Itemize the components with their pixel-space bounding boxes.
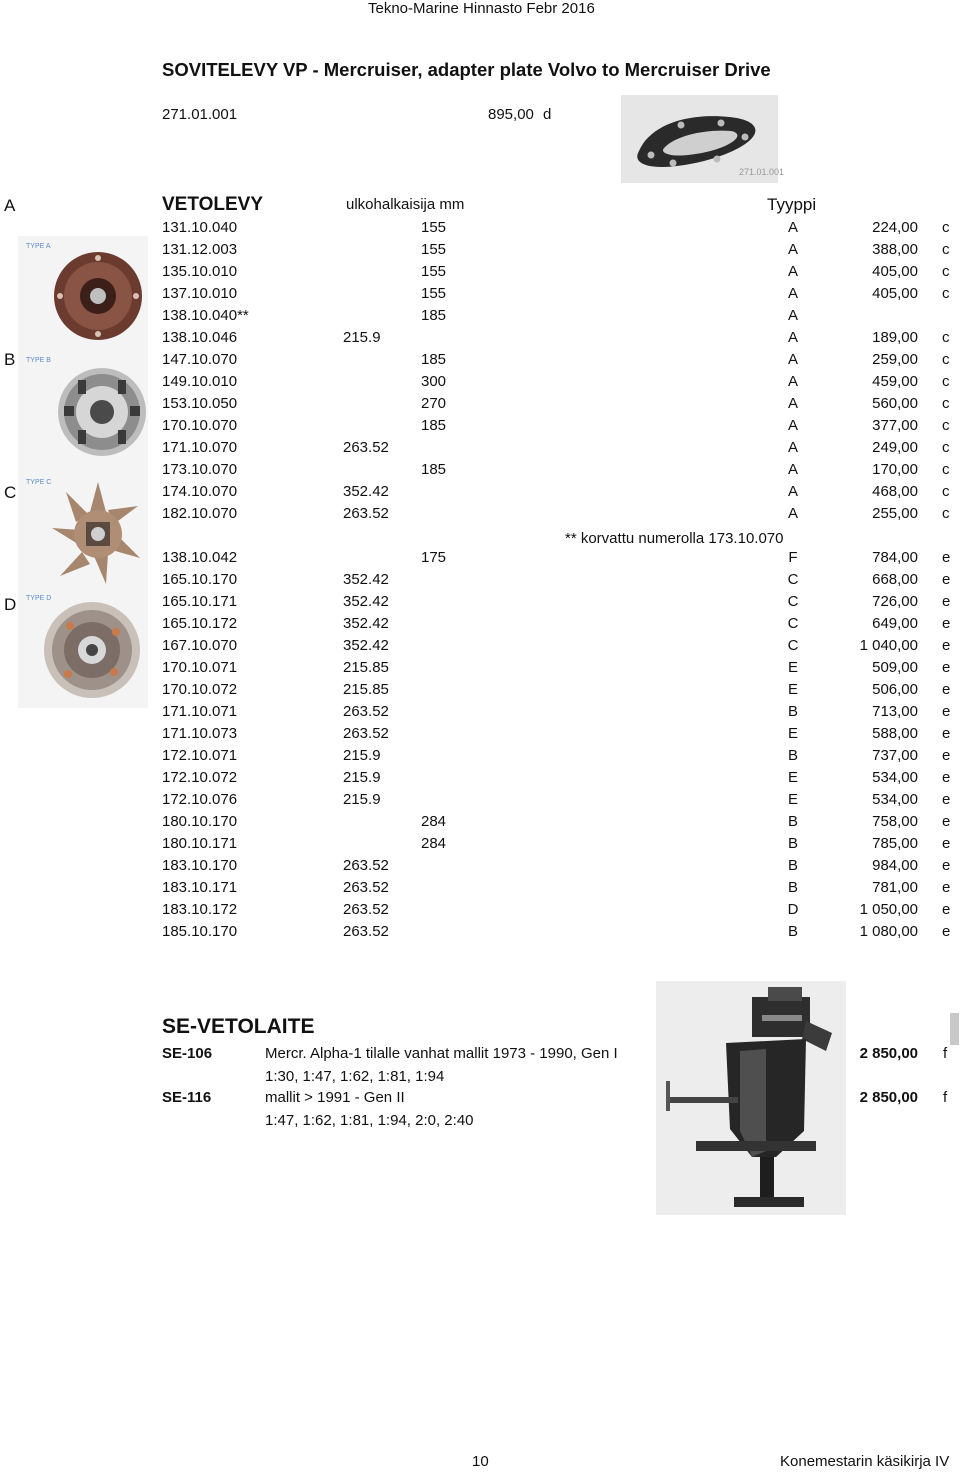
table-row	[0, 791, 960, 813]
diameter: 155	[421, 263, 447, 280]
diameter: 185	[421, 307, 447, 324]
product-code: 172.10.071	[162, 747, 238, 764]
price: 668,00	[872, 571, 918, 588]
product-code: 138.10.046	[162, 329, 238, 346]
product-code: 180.10.170	[162, 813, 238, 830]
product-code: 182.10.070	[162, 505, 238, 522]
replacement-note: ** korvattu numerolla 173.10.070	[565, 530, 784, 547]
price-class: c	[942, 263, 950, 280]
diameter: 155	[421, 219, 447, 236]
adapter-plate-icon	[621, 95, 785, 183]
product-code: 171.10.073	[162, 725, 238, 742]
diameter: 215.85	[343, 659, 389, 676]
product-code: 170.10.070	[162, 417, 238, 434]
svg-text:TYPE A: TYPE A	[26, 243, 51, 250]
plate-type: A	[787, 307, 798, 324]
page-number: 10	[472, 1453, 489, 1470]
adapter-price: 895,00	[488, 106, 534, 123]
plate-type: A	[787, 505, 798, 522]
plate-type: A	[787, 373, 798, 390]
margin-mark	[950, 1013, 959, 1045]
price-class: c	[942, 505, 950, 522]
diameter: 263.52	[343, 901, 389, 918]
price: 388,00	[872, 241, 918, 258]
type-column-header: Tyyppi	[767, 195, 817, 214]
product-code: 153.10.050	[162, 395, 238, 412]
product-code: 138.10.042	[162, 549, 238, 566]
price-class: c	[942, 395, 950, 412]
plate-type: A	[787, 395, 798, 412]
price: 588,00	[872, 725, 918, 742]
se-item-currency: f	[943, 1045, 948, 1062]
price-class: e	[942, 857, 951, 874]
price-class: e	[942, 813, 951, 830]
table-row	[0, 483, 960, 505]
plate-type: E	[787, 791, 798, 808]
plate-type: D	[787, 901, 799, 918]
product-code: 165.10.172	[162, 615, 238, 632]
price-class: c	[942, 219, 950, 236]
price: 249,00	[872, 439, 918, 456]
product-code: 172.10.076	[162, 791, 238, 808]
svg-text:TYPE B: TYPE B	[26, 357, 51, 364]
table-row	[0, 505, 960, 527]
table-row	[0, 901, 960, 923]
product-code: 167.10.070	[162, 637, 238, 654]
price-class: e	[942, 879, 951, 896]
price: 459,00	[872, 373, 918, 390]
diameter: 263.52	[343, 857, 389, 874]
vetolevy-title: VETOLEVY	[162, 194, 264, 215]
se-item-desc: mallit > 1991 - Gen II	[265, 1089, 405, 1106]
table-row	[0, 373, 960, 395]
diameter: 175	[421, 549, 447, 566]
price-class: c	[942, 461, 950, 478]
se-item-price: 2 850,00	[859, 1089, 918, 1106]
price-class: e	[942, 571, 951, 588]
plate-type: B	[787, 857, 798, 874]
price-class: c	[942, 351, 950, 368]
diameter: 284	[421, 835, 447, 852]
price-class: e	[942, 703, 951, 720]
diameter: 352.42	[343, 593, 389, 610]
product-code: 170.10.072	[162, 681, 238, 698]
plate-type: A	[787, 417, 798, 434]
adapter-code: 271.01.001	[162, 106, 238, 123]
product-code: 183.10.172	[162, 901, 238, 918]
table-row	[0, 857, 960, 879]
plate-type: A	[787, 285, 798, 302]
table-row	[0, 725, 960, 747]
plate-type: B	[787, 747, 798, 764]
diameter: 300	[421, 373, 447, 390]
table-row	[0, 637, 960, 659]
price: 1 080,00	[859, 923, 918, 940]
plate-type: A	[787, 263, 798, 280]
price: 377,00	[872, 417, 918, 434]
se-item-desc: Mercr. Alpha-1 tilalle vanhat mallit 1973 - 1990, Gen I	[265, 1045, 618, 1062]
price: 468,00	[872, 483, 918, 500]
plate-type: E	[787, 659, 798, 676]
diameter: 215.9	[343, 747, 381, 764]
price-class: e	[942, 593, 951, 610]
se-item-ratios: 1:47, 1:62, 1:81, 1:94, 2:0, 2:40	[265, 1112, 474, 1129]
price-class: e	[942, 791, 951, 808]
plate-type: E	[787, 681, 798, 698]
section-letter-a: A	[4, 196, 16, 215]
price: 781,00	[872, 879, 918, 896]
diameter: 263.52	[343, 439, 389, 456]
price: 713,00	[872, 703, 918, 720]
plate-type: A	[787, 219, 798, 236]
price: 506,00	[872, 681, 918, 698]
price-class: e	[942, 549, 951, 566]
diameter: 263.52	[343, 879, 389, 896]
diameter: 352.42	[343, 571, 389, 588]
diameter: 284	[421, 813, 447, 830]
table-row	[0, 571, 960, 593]
diameter: 263.52	[343, 923, 389, 940]
product-code: 174.10.070	[162, 483, 238, 500]
table-row	[0, 351, 960, 373]
price: 534,00	[872, 769, 918, 786]
product-code: 165.10.171	[162, 593, 238, 610]
table-row	[0, 813, 960, 835]
se-drive-image	[656, 981, 846, 1215]
section-letter-b: B	[4, 350, 16, 369]
table-row	[0, 219, 960, 241]
diameter: 263.52	[343, 725, 389, 742]
price: 224,00	[872, 219, 918, 236]
diameter: 185	[421, 417, 447, 434]
svg-text:TYPE D: TYPE D	[26, 595, 52, 602]
price-class: c	[942, 285, 950, 302]
price: 737,00	[872, 747, 918, 764]
price: 259,00	[872, 351, 918, 368]
price-class: c	[942, 241, 950, 258]
adapter-plate-caption: 271.01.001	[739, 167, 785, 177]
plate-type: A	[787, 461, 798, 478]
table-row	[0, 439, 960, 461]
diameter: 155	[421, 285, 447, 302]
table-row	[0, 549, 960, 571]
table-row	[0, 395, 960, 417]
table-row	[0, 285, 960, 307]
plate-type: B	[787, 923, 798, 940]
price-class: e	[942, 615, 951, 632]
plate-type: E	[787, 769, 798, 786]
price-class: c	[942, 417, 950, 434]
diameter: 215.9	[343, 329, 381, 346]
price: 758,00	[872, 813, 918, 830]
price: 509,00	[872, 659, 918, 676]
section-letter-c: C	[4, 483, 17, 502]
table-row	[0, 329, 960, 351]
table-row	[0, 263, 960, 285]
product-code: 180.10.171	[162, 835, 238, 852]
se-title: SE-VETOLAITE	[162, 1015, 315, 1038]
plate-type: A	[787, 241, 798, 258]
price-class: e	[942, 923, 951, 940]
diameter: 263.52	[343, 505, 389, 522]
price: 189,00	[872, 329, 918, 346]
plate-type: A	[787, 329, 798, 346]
price-class: c	[942, 329, 950, 346]
se-item-code: SE-116	[162, 1089, 212, 1106]
diameter: 215.9	[343, 769, 381, 786]
plate-type: B	[787, 835, 798, 852]
se-item-ratios: 1:30, 1:47, 1:62, 1:81, 1:94	[265, 1068, 445, 1085]
diameter: 263.52	[343, 703, 389, 720]
adapter-plate-image	[621, 95, 785, 183]
product-code: 165.10.170	[162, 571, 238, 588]
product-code: 131.10.040	[162, 219, 238, 236]
footer-book-title: Konemestarin käsikirja IV	[780, 1453, 950, 1470]
table-row	[0, 241, 960, 263]
product-code: 170.10.071	[162, 659, 238, 676]
price-class: c	[942, 373, 950, 390]
product-code: 149.10.010	[162, 373, 238, 390]
plate-type: A	[787, 351, 798, 368]
price: 560,00	[872, 395, 918, 412]
price-class: e	[942, 747, 951, 764]
price-class: c	[942, 483, 950, 500]
se-item-price: 2 850,00	[859, 1045, 918, 1062]
plate-type: C	[787, 637, 799, 654]
diameter: 270	[421, 395, 447, 412]
product-code: 183.10.170	[162, 857, 238, 874]
product-code: 183.10.171	[162, 879, 238, 896]
svg-text:TYPE C: TYPE C	[26, 479, 52, 486]
price: 726,00	[872, 593, 918, 610]
table-row	[0, 769, 960, 791]
product-code: 138.10.040**	[162, 307, 249, 324]
table-row	[0, 681, 960, 703]
plate-type: B	[787, 879, 798, 896]
plate-type: B	[787, 813, 798, 830]
price: 170,00	[872, 461, 918, 478]
table-row	[0, 461, 960, 483]
diameter: 185	[421, 461, 447, 478]
plate-type: C	[787, 571, 799, 588]
plate-type: A	[787, 483, 798, 500]
price-class: e	[942, 681, 951, 698]
diameter: 215.9	[343, 791, 381, 808]
price-class: e	[942, 725, 951, 742]
price: 649,00	[872, 615, 918, 632]
product-code: 171.10.070	[162, 439, 238, 456]
price: 984,00	[872, 857, 918, 874]
product-code: 185.10.170	[162, 923, 238, 940]
product-code: 171.10.071	[162, 703, 238, 720]
price: 405,00	[872, 263, 918, 280]
table-row	[0, 307, 960, 329]
page-header: Tekno-Marine Hinnasto Febr 2016	[368, 0, 595, 17]
table-row	[0, 923, 960, 945]
section-letter-d: D	[4, 595, 17, 614]
diameter: 215.85	[343, 681, 389, 698]
table-row	[0, 747, 960, 769]
diameter: 155	[421, 241, 447, 258]
product-code: 131.12.003	[162, 241, 238, 258]
price-class: c	[942, 439, 950, 456]
price: 785,00	[872, 835, 918, 852]
adapter-currency: d	[543, 106, 552, 123]
price-class: e	[942, 835, 951, 852]
product-code: 147.10.070	[162, 351, 238, 368]
se-item-code: SE-106	[162, 1045, 213, 1062]
diameter: 185	[421, 351, 447, 368]
price: 1 040,00	[859, 637, 918, 654]
diameter: 352.42	[343, 483, 389, 500]
sterndrive-icon	[656, 981, 846, 1215]
plate-type: F	[788, 549, 798, 566]
plate-type: B	[787, 703, 798, 720]
price: 534,00	[872, 791, 918, 808]
price: 255,00	[872, 505, 918, 522]
price: 784,00	[872, 549, 918, 566]
price-class: e	[942, 637, 951, 654]
price-class: e	[942, 769, 951, 786]
diameter: 352.42	[343, 615, 389, 632]
price: 1 050,00	[859, 901, 918, 918]
plate-type: C	[787, 615, 799, 632]
table-row	[0, 615, 960, 637]
product-code: 172.10.072	[162, 769, 238, 786]
product-code: 173.10.070	[162, 461, 238, 478]
diameter: 352.42	[343, 637, 389, 654]
price-class: e	[942, 659, 951, 676]
se-item-currency: f	[943, 1089, 948, 1106]
table-row	[0, 593, 960, 615]
table-row	[0, 835, 960, 857]
plate-type: E	[787, 725, 798, 742]
plate-type: C	[787, 593, 799, 610]
table-row	[0, 879, 960, 901]
table-row	[0, 703, 960, 725]
table-row	[0, 659, 960, 681]
adapter-title: SOVITELEVY VP - Mercruiser, adapter plate Volvo to Mercruiser Drive	[162, 59, 771, 80]
product-code: 137.10.010	[162, 285, 238, 302]
price-class: e	[942, 901, 951, 918]
product-code: 135.10.010	[162, 263, 238, 280]
price: 405,00	[872, 285, 918, 302]
diameter-column-header: ulkohalkaisija mm	[346, 196, 465, 213]
table-row	[0, 417, 960, 439]
plate-type: A	[787, 439, 798, 456]
